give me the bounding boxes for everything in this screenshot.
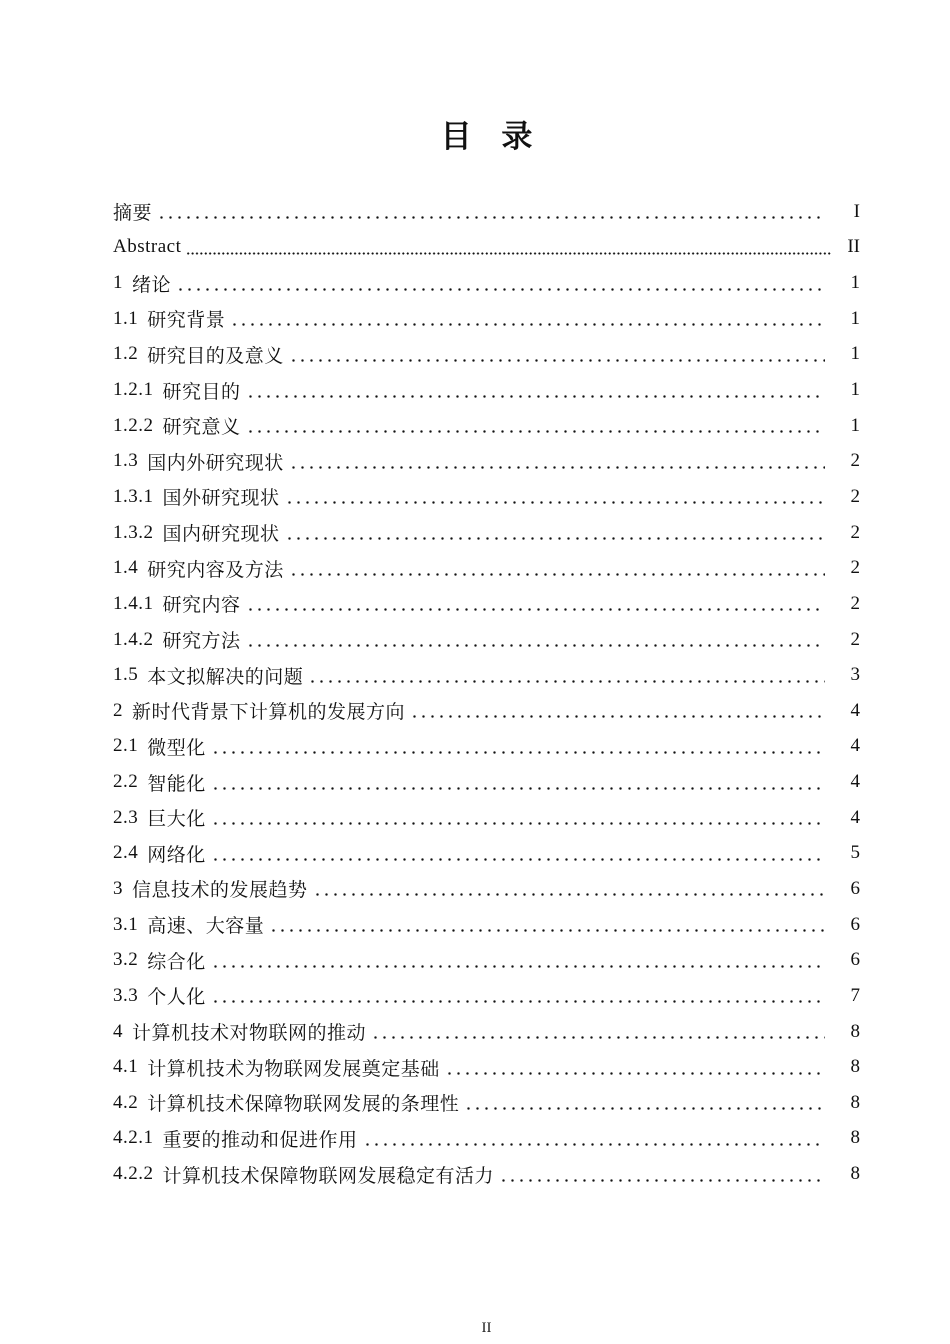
toc-entry-number: 1.1: [113, 307, 139, 329]
toc-entry-number: 1.3.2: [113, 521, 154, 543]
toc-entry-title: 研究内容及方法: [147, 559, 284, 581]
toc-entry: [113, 550, 860, 586]
toc-entry-title: 研究内容: [162, 595, 241, 617]
toc-entry-page: 3: [850, 664, 860, 686]
toc-entry-number: 1: [113, 272, 123, 294]
dot-leader: [371, 1014, 825, 1050]
dot-leader: [289, 337, 825, 373]
toc-entry: [113, 978, 860, 1014]
toc-entry-page: 8: [850, 1056, 860, 1078]
toc-entry-number: 4: [113, 1020, 123, 1042]
dot-leader: [499, 1156, 825, 1192]
dot-leader: [313, 871, 825, 907]
toc-entry-title: 综合化: [147, 951, 206, 973]
toc-entry-number: 2.4: [113, 842, 139, 864]
toc-entry-page: 2: [850, 450, 860, 472]
dot-leader: [211, 836, 825, 872]
toc-entry-title: 计算机技术保障物联网发展的条理性: [147, 1094, 460, 1116]
toc-entry: [113, 586, 860, 622]
toc-entry-number: 4.2.2: [113, 1163, 154, 1185]
dot-leader: [230, 301, 825, 337]
toc-entry-number: 1.4: [113, 557, 139, 579]
footer-page-number: II: [481, 1320, 492, 1336]
toc-entry-page: 4: [850, 735, 860, 757]
dot-leader: [285, 515, 825, 551]
toc-entry-page: 7: [850, 984, 860, 1006]
toc-entry-number: 3: [113, 877, 123, 899]
dot-leader: [211, 978, 825, 1014]
toc-entry-title: 绪论: [132, 274, 172, 296]
toc-entry-number: 4.1: [113, 1056, 139, 1078]
toc-entry-title: 国外研究现状: [162, 488, 280, 510]
toc-entry-page: 6: [850, 877, 860, 899]
toc-entry: [113, 729, 860, 765]
toc-entry-page: 5: [850, 842, 860, 864]
toc-entry-page: 8: [850, 1020, 860, 1042]
toc-entry-number: 4.2.1: [113, 1127, 154, 1149]
toc-entry-page: 1: [850, 379, 860, 401]
toc-entry-page: 2: [850, 557, 860, 579]
toc-entry: [113, 907, 860, 943]
toc-entry-title: 摘要: [113, 203, 153, 225]
dot-leader: [211, 800, 825, 836]
dot-leader: [246, 372, 825, 408]
toc-entry-number: 1.4.1: [113, 592, 154, 614]
toc-entry-title: 本文拟解决的问题: [147, 666, 304, 688]
dot-leader: [464, 1085, 825, 1121]
toc-entry-title: 研究目的: [162, 381, 241, 403]
toc-entry-page: II: [847, 236, 860, 258]
toc-entry-title: 网络化: [147, 844, 206, 866]
toc-entry-number: 1.3: [113, 450, 139, 472]
toc-entry-page: 4: [850, 806, 860, 828]
dot-leader: [410, 693, 825, 729]
toc-entry-title: 新时代背景下计算机的发展方向: [132, 702, 406, 724]
toc-entry: [113, 443, 860, 479]
toc-entry-page: I: [853, 200, 860, 222]
toc-entry: [113, 1085, 860, 1121]
toc-entry-number: 2.3: [113, 806, 139, 828]
toc-entry: [113, 479, 860, 515]
toc-entry-page: 1: [850, 272, 860, 294]
toc-entry-page: 1: [850, 307, 860, 329]
toc-entry-title: 微型化: [147, 737, 206, 759]
toc-entry-page: 6: [850, 949, 860, 971]
dot-leader: [186, 230, 831, 266]
toc-entry: [113, 764, 860, 800]
toc-entry: [113, 372, 860, 408]
dot-leader: [211, 764, 825, 800]
toc-entry-number: 1.2: [113, 343, 139, 365]
toc-entry: [113, 693, 860, 729]
toc-entry-number: 2: [113, 699, 123, 721]
toc-entry-page: 4: [850, 699, 860, 721]
dot-leader: [445, 1049, 825, 1085]
toc-entry-number: 1.4.2: [113, 628, 154, 650]
dot-leader: [289, 443, 825, 479]
page-title: 目 录: [440, 119, 533, 154]
toc-entry: [113, 871, 860, 907]
toc-entry-title: 重要的推动和促进作用: [162, 1129, 358, 1151]
toc-entry: [113, 657, 860, 693]
toc-entry: [113, 836, 860, 872]
dot-leader: [246, 622, 825, 658]
toc-entry: [113, 265, 860, 301]
toc-entry: [113, 1049, 860, 1085]
toc-entry: [113, 800, 860, 836]
toc-entry: [113, 1121, 860, 1157]
toc-entry-page: 2: [850, 592, 860, 614]
toc-entry-page: 6: [850, 913, 860, 935]
toc-entry-number: 3.3: [113, 984, 139, 1006]
toc-entry-title: 高速、大容量: [147, 916, 265, 938]
toc-entry: [113, 230, 860, 266]
toc-entry-title: Abstract: [113, 236, 182, 258]
toc-entry-title: 计算机技术保障物联网发展稳定有活力: [162, 1165, 495, 1187]
toc-entry-number: 3.2: [113, 949, 139, 971]
toc-entry-title: 研究目的及意义: [147, 345, 284, 367]
toc-entry: [113, 515, 860, 551]
toc-entry-title: 计算机技术对物联网的推动: [132, 1023, 367, 1045]
dot-leader: [363, 1121, 825, 1157]
toc-entry-number: 3.1: [113, 913, 139, 935]
toc-entry: [113, 1156, 860, 1192]
toc-entry-title: 研究意义: [162, 417, 241, 439]
toc-entry-page: 1: [850, 343, 860, 365]
dot-leader: [211, 729, 825, 765]
toc-entry: [113, 1014, 860, 1050]
toc-entry-number: 1.5: [113, 664, 139, 686]
toc-entry-title: 巨大化: [147, 809, 206, 831]
toc-entry-title: 国内外研究现状: [147, 452, 284, 474]
toc-entry-page: 2: [850, 485, 860, 507]
dot-leader: [308, 657, 825, 693]
toc-entry-title: 个人化: [147, 987, 206, 1009]
dot-leader: [289, 550, 825, 586]
toc-entry-page: 2: [850, 628, 860, 650]
toc-entry-title: 研究方法: [162, 631, 241, 652]
toc-entry-page: 1: [850, 414, 860, 436]
dot-leader: [246, 586, 825, 622]
toc-entry-page: 8: [850, 1091, 860, 1113]
toc-entry-number: 1.2.1: [113, 379, 154, 401]
dot-leader: [176, 265, 825, 301]
toc-entry-page: 8: [850, 1127, 860, 1149]
toc-entry: [113, 194, 860, 230]
toc-entry: [113, 942, 860, 978]
dot-leader: [269, 907, 825, 943]
toc-entry-number: 4.2: [113, 1091, 139, 1113]
toc-entry-title: 国内研究现状: [162, 524, 280, 546]
toc-entry-number: 2.1: [113, 735, 139, 757]
toc-entry: [113, 622, 860, 658]
dot-leader: [211, 942, 825, 978]
dot-leader: [285, 479, 825, 515]
dot-leader: [246, 408, 825, 444]
toc-entry-number: 2.2: [113, 771, 139, 793]
toc-entry-title: 信息技术的发展趋势: [132, 880, 308, 902]
dot-leader: [157, 194, 825, 230]
toc-entry-title: 研究背景: [147, 310, 226, 332]
toc-entry-title: 智能化: [147, 773, 206, 795]
toc-entry-title: 计算机技术为物联网发展奠定基础: [147, 1058, 440, 1080]
toc-entry-page: 4: [850, 771, 860, 793]
toc-list: [113, 194, 860, 1192]
toc-entry-number: 1.3.1: [113, 485, 154, 507]
toc-entry-page: 2: [850, 521, 860, 543]
toc-entry-number: 1.2.2: [113, 414, 154, 436]
toc-entry-page: 8: [850, 1163, 860, 1185]
toc-entry: [113, 408, 860, 444]
toc-entry: [113, 337, 860, 373]
toc-entry: [113, 301, 860, 337]
